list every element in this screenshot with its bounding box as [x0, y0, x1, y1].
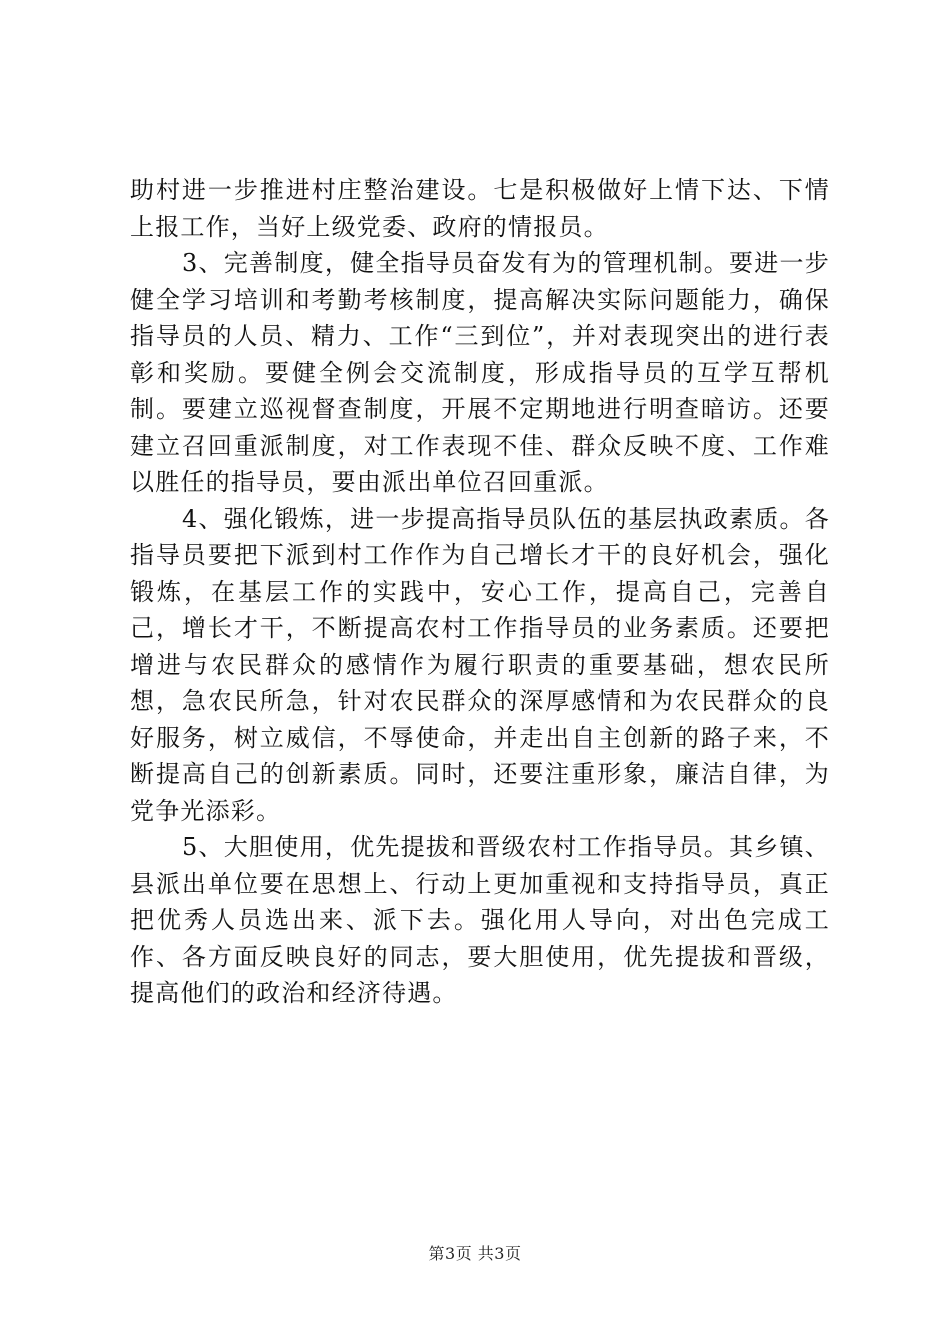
paragraph-item-3: 3、完善制度，健全指导员奋发有为的管理机制。要进一步健全学习培训和考勤考核制度，提高解决实际问题能力，确保指导员的人员、精力、工作“三到位”，并对表现突出的进行表彰和奖励。要健全例会交流制度，形成指导员的互学互帮机制。要建立巡视督查制度，开展不定期地进行明查暗访。还要建立召回重派制度，对工作表现不佳、群众反映不度、工作难以胜任的指导员，要由派出单位召回重派。 — [130, 249, 830, 496]
page-footer: 第3页 共3页 — [428, 1244, 522, 1263]
paragraph-item-5: 5、大胆使用，优先提拔和晋级农村工作指导员。其乡镇、县派出单位要在思想上、行动上更加重视和支持指导员，真正把优秀人员选出来、派下去。强化用人导向，对出色完成工作、各方面反映良好的同志，要大胆使用，优先提拔和晋级，提高他们的政治和经济待遇。 — [130, 833, 830, 1007]
document-body — [130, 172, 830, 1012]
paragraph-item-4: 4、强化锻炼，进一步提高指导员队伍的基层执政素质。各指导员要把下派到村工作作为自己增长才干的良好机会，强化锻炼，在基层工作的实践中，安心工作，提高自己，完善自己，增长才干，不断提高农村工作指导员的业务素质。还要把增进与农民群众的感情作为履行职责的重要基础，想农民所想，急农民所急，针对农民群众的深厚感情和为农民群众的良好服务，树立威信，不辱使命，并走出自主创新的路子来，不断提高自己的创新素质。同时，还要注重形象，廉洁自律，为党争光添彩。 — [130, 504, 830, 825]
paragraph-continuation: 助村进一步推进村庄整治建设。七是积极做好上情下达、下情上报工作，当好上级党委、政府的情报员。 — [130, 176, 830, 241]
